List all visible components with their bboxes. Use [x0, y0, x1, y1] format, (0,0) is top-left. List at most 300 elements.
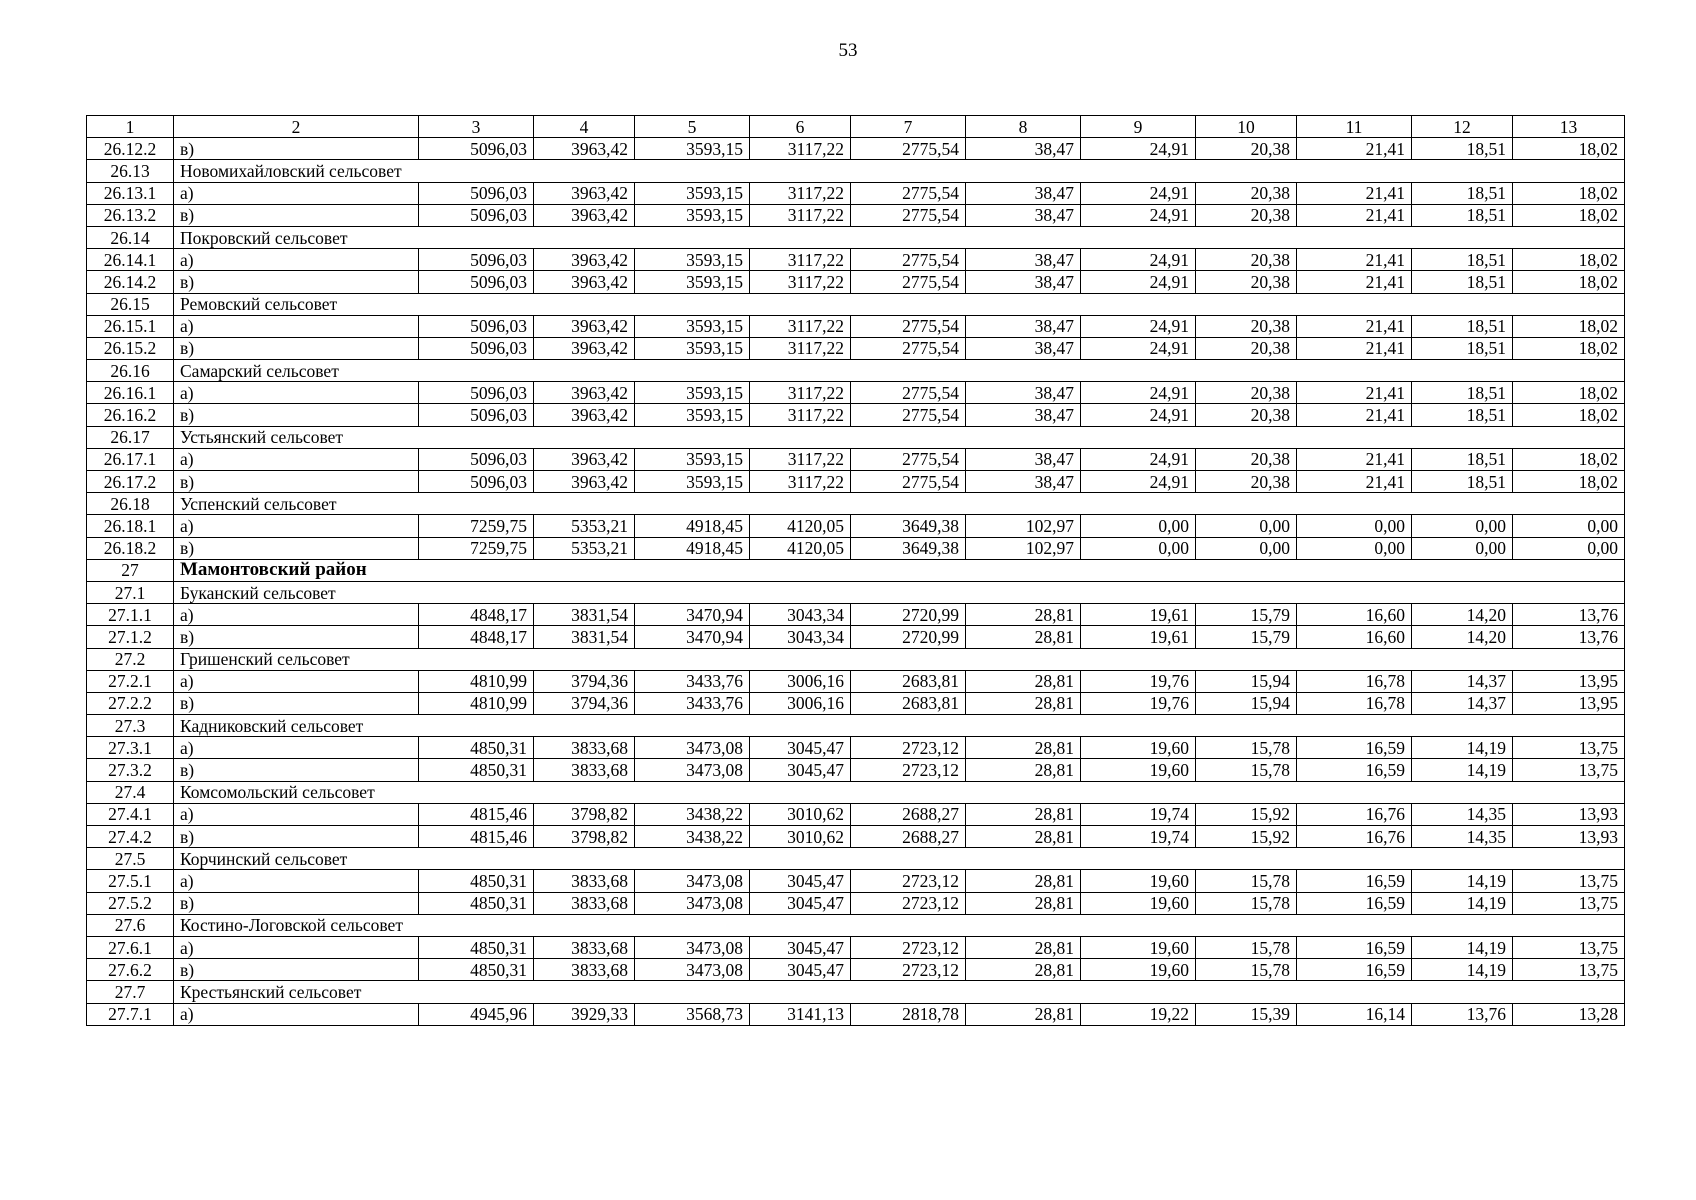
value-cell-col-7: 2775,54 [851, 337, 966, 359]
row-number: 27.7 [87, 981, 174, 1003]
value-cell-col-13: 18,02 [1513, 448, 1625, 470]
value-cell-col-5: 3470,94 [635, 604, 750, 626]
value-cell-col-7: 2683,81 [851, 692, 966, 714]
value-cell-col-9: 19,74 [1081, 803, 1196, 825]
row-category: в) [174, 959, 419, 981]
value-cell-col-8: 28,81 [966, 670, 1081, 692]
value-cell-col-9: 0,00 [1081, 537, 1196, 559]
tariff-table [86, 115, 1625, 1026]
settlement-row [87, 160, 1625, 182]
value-cell-col-9: 19,60 [1081, 892, 1196, 914]
value-cell-col-8: 28,81 [966, 803, 1081, 825]
table-row [87, 892, 1625, 914]
value-cell-col-10: 20,38 [1196, 404, 1297, 426]
value-cell-col-11: 16,60 [1297, 604, 1412, 626]
value-cell-col-6: 3010,62 [750, 826, 851, 848]
table-row [87, 959, 1625, 981]
value-cell-col-8: 28,81 [966, 1003, 1081, 1025]
table-row [87, 737, 1625, 759]
settlement-name: Самарский сельсовет [174, 360, 1625, 382]
value-cell-col-11: 21,41 [1297, 337, 1412, 359]
page-number: 53 [838, 40, 858, 61]
value-cell-col-8: 38,47 [966, 315, 1081, 337]
value-cell-col-11: 16,14 [1297, 1003, 1412, 1025]
value-cell-col-7: 2818,78 [851, 1003, 966, 1025]
settlement-row [87, 848, 1625, 870]
row-category: а) [174, 249, 419, 271]
value-cell-col-12: 18,51 [1412, 182, 1513, 204]
value-cell-col-7: 2775,54 [851, 138, 966, 160]
value-cell-col-9: 19,22 [1081, 1003, 1196, 1025]
value-cell-col-12: 18,51 [1412, 315, 1513, 337]
value-cell-col-12: 18,51 [1412, 471, 1513, 493]
value-cell-col-6: 3117,22 [750, 471, 851, 493]
value-cell-col-6: 3043,34 [750, 626, 851, 648]
row-category: в) [174, 759, 419, 781]
row-number: 26.15.2 [87, 337, 174, 359]
value-cell-col-9: 19,60 [1081, 870, 1196, 892]
row-number: 27.4.1 [87, 803, 174, 825]
value-cell-col-8: 38,47 [966, 448, 1081, 470]
row-number: 27.1.1 [87, 604, 174, 626]
value-cell-col-7: 2775,54 [851, 182, 966, 204]
value-cell-col-3: 4848,17 [419, 604, 534, 626]
settlement-row [87, 360, 1625, 382]
district-row [87, 559, 1625, 581]
value-cell-col-11: 16,78 [1297, 692, 1412, 714]
row-number: 26.17.1 [87, 448, 174, 470]
value-cell-col-12: 14,19 [1412, 870, 1513, 892]
value-cell-col-10: 15,79 [1196, 604, 1297, 626]
value-cell-col-10: 20,38 [1196, 204, 1297, 226]
value-cell-col-7: 3649,38 [851, 537, 966, 559]
value-cell-col-5: 3593,15 [635, 448, 750, 470]
value-cell-col-3: 5096,03 [419, 271, 534, 293]
settlement-name: Комсомольский сельсовет [174, 781, 1625, 803]
column-header-6: 6 [750, 116, 851, 138]
value-cell-col-8: 38,47 [966, 382, 1081, 404]
settlement-row [87, 426, 1625, 448]
value-cell-col-6: 3117,22 [750, 271, 851, 293]
value-cell-col-4: 3833,68 [534, 870, 635, 892]
value-cell-col-5: 3438,22 [635, 803, 750, 825]
row-number: 27.4 [87, 781, 174, 803]
value-cell-col-5: 3473,08 [635, 892, 750, 914]
value-cell-col-9: 24,91 [1081, 471, 1196, 493]
value-cell-col-5: 3473,08 [635, 737, 750, 759]
row-number: 26.16.1 [87, 382, 174, 404]
value-cell-col-8: 38,47 [966, 337, 1081, 359]
value-cell-col-13: 13,95 [1513, 692, 1625, 714]
value-cell-col-4: 3963,42 [534, 337, 635, 359]
value-cell-col-11: 16,59 [1297, 759, 1412, 781]
value-cell-col-12: 14,20 [1412, 626, 1513, 648]
value-cell-col-9: 19,60 [1081, 936, 1196, 958]
value-cell-col-9: 24,91 [1081, 337, 1196, 359]
value-cell-col-6: 3141,13 [750, 1003, 851, 1025]
row-number: 27.5.1 [87, 870, 174, 892]
value-cell-col-4: 3963,42 [534, 448, 635, 470]
value-cell-col-4: 5353,21 [534, 537, 635, 559]
value-cell-col-3: 5096,03 [419, 404, 534, 426]
value-cell-col-3: 4850,31 [419, 870, 534, 892]
value-cell-col-5: 3593,15 [635, 337, 750, 359]
row-number: 27.5.2 [87, 892, 174, 914]
value-cell-col-3: 5096,03 [419, 315, 534, 337]
value-cell-col-12: 14,35 [1412, 803, 1513, 825]
value-cell-col-7: 2683,81 [851, 670, 966, 692]
value-cell-col-7: 2775,54 [851, 471, 966, 493]
row-number: 26.13.2 [87, 204, 174, 226]
settlement-row [87, 648, 1625, 670]
value-cell-col-10: 15,79 [1196, 626, 1297, 648]
value-cell-col-12: 18,51 [1412, 271, 1513, 293]
value-cell-col-5: 4918,45 [635, 537, 750, 559]
value-cell-col-5: 3593,15 [635, 271, 750, 293]
value-cell-col-13: 13,93 [1513, 803, 1625, 825]
value-cell-col-6: 3117,22 [750, 404, 851, 426]
value-cell-col-11: 0,00 [1297, 537, 1412, 559]
column-header-9: 9 [1081, 116, 1196, 138]
value-cell-col-3: 5096,03 [419, 138, 534, 160]
row-category: а) [174, 515, 419, 537]
value-cell-col-4: 3963,42 [534, 138, 635, 160]
value-cell-col-5: 3473,08 [635, 936, 750, 958]
value-cell-col-3: 5096,03 [419, 337, 534, 359]
value-cell-col-13: 13,75 [1513, 959, 1625, 981]
value-cell-col-8: 28,81 [966, 737, 1081, 759]
table-header-row [87, 116, 1625, 138]
value-cell-col-9: 19,60 [1081, 737, 1196, 759]
settlement-row [87, 581, 1625, 603]
value-cell-col-13: 18,02 [1513, 271, 1625, 293]
table-row [87, 315, 1625, 337]
value-cell-col-10: 20,38 [1196, 249, 1297, 271]
settlement-name: Буканский сельсовет [174, 581, 1625, 603]
value-cell-col-5: 3593,15 [635, 138, 750, 160]
column-header-13: 13 [1513, 116, 1625, 138]
value-cell-col-10: 15,92 [1196, 803, 1297, 825]
row-number: 27.7.1 [87, 1003, 174, 1025]
table-row [87, 448, 1625, 470]
value-cell-col-11: 21,41 [1297, 471, 1412, 493]
row-category: в) [174, 826, 419, 848]
row-number: 27.5 [87, 848, 174, 870]
row-category: а) [174, 936, 419, 958]
value-cell-col-12: 0,00 [1412, 515, 1513, 537]
row-number: 26.16.2 [87, 404, 174, 426]
row-category: а) [174, 670, 419, 692]
row-category: в) [174, 892, 419, 914]
value-cell-col-10: 20,38 [1196, 337, 1297, 359]
column-header-3: 3 [419, 116, 534, 138]
value-cell-col-3: 4848,17 [419, 626, 534, 648]
value-cell-col-4: 3929,33 [534, 1003, 635, 1025]
value-cell-col-4: 3833,68 [534, 892, 635, 914]
value-cell-col-3: 4815,46 [419, 826, 534, 848]
value-cell-col-13: 18,02 [1513, 337, 1625, 359]
value-cell-col-10: 20,38 [1196, 182, 1297, 204]
value-cell-col-4: 3833,68 [534, 737, 635, 759]
row-category: в) [174, 138, 419, 160]
value-cell-col-10: 15,94 [1196, 670, 1297, 692]
value-cell-col-12: 18,51 [1412, 448, 1513, 470]
value-cell-col-4: 3794,36 [534, 670, 635, 692]
value-cell-col-8: 38,47 [966, 271, 1081, 293]
value-cell-col-10: 15,78 [1196, 959, 1297, 981]
value-cell-col-5: 4918,45 [635, 515, 750, 537]
value-cell-col-12: 18,51 [1412, 138, 1513, 160]
value-cell-col-10: 15,78 [1196, 936, 1297, 958]
table-row [87, 826, 1625, 848]
value-cell-col-9: 24,91 [1081, 448, 1196, 470]
value-cell-col-12: 18,51 [1412, 337, 1513, 359]
value-cell-col-8: 102,97 [966, 515, 1081, 537]
value-cell-col-8: 28,81 [966, 626, 1081, 648]
value-cell-col-13: 18,02 [1513, 315, 1625, 337]
value-cell-col-9: 24,91 [1081, 382, 1196, 404]
value-cell-col-9: 19,60 [1081, 959, 1196, 981]
value-cell-col-5: 3593,15 [635, 471, 750, 493]
value-cell-col-10: 15,78 [1196, 892, 1297, 914]
value-cell-col-8: 38,47 [966, 182, 1081, 204]
row-category: а) [174, 382, 419, 404]
value-cell-col-9: 24,91 [1081, 249, 1196, 271]
value-cell-col-13: 0,00 [1513, 515, 1625, 537]
value-cell-col-3: 4810,99 [419, 670, 534, 692]
value-cell-col-5: 3593,15 [635, 182, 750, 204]
value-cell-col-5: 3473,08 [635, 959, 750, 981]
value-cell-col-8: 38,47 [966, 138, 1081, 160]
value-cell-col-12: 14,19 [1412, 936, 1513, 958]
table-row [87, 604, 1625, 626]
value-cell-col-3: 4815,46 [419, 803, 534, 825]
value-cell-col-10: 15,78 [1196, 759, 1297, 781]
value-cell-col-12: 14,35 [1412, 826, 1513, 848]
value-cell-col-9: 19,76 [1081, 670, 1196, 692]
settlement-name: Успенский сельсовет [174, 493, 1625, 515]
value-cell-col-4: 3963,42 [534, 271, 635, 293]
value-cell-col-7: 2775,54 [851, 448, 966, 470]
row-number: 26.16 [87, 360, 174, 382]
value-cell-col-11: 16,59 [1297, 959, 1412, 981]
value-cell-col-4: 3833,68 [534, 959, 635, 981]
row-number: 26.14 [87, 226, 174, 248]
tariff-table-container [86, 115, 1625, 1026]
value-cell-col-9: 24,91 [1081, 404, 1196, 426]
value-cell-col-6: 3045,47 [750, 737, 851, 759]
value-cell-col-11: 16,76 [1297, 803, 1412, 825]
value-cell-col-11: 21,41 [1297, 249, 1412, 271]
value-cell-col-12: 14,19 [1412, 959, 1513, 981]
value-cell-col-6: 3045,47 [750, 870, 851, 892]
row-number: 27.2.2 [87, 692, 174, 714]
value-cell-col-11: 16,59 [1297, 870, 1412, 892]
table-row [87, 471, 1625, 493]
row-number: 26.18.1 [87, 515, 174, 537]
value-cell-col-9: 24,91 [1081, 204, 1196, 226]
value-cell-col-8: 38,47 [966, 404, 1081, 426]
table-row [87, 138, 1625, 160]
value-cell-col-8: 28,81 [966, 759, 1081, 781]
value-cell-col-8: 28,81 [966, 692, 1081, 714]
value-cell-col-8: 38,47 [966, 204, 1081, 226]
value-cell-col-4: 3833,68 [534, 759, 635, 781]
settlement-name: Корчинский сельсовет [174, 848, 1625, 870]
table-row [87, 182, 1625, 204]
row-category: а) [174, 803, 419, 825]
value-cell-col-6: 3117,22 [750, 138, 851, 160]
row-number: 27.3 [87, 715, 174, 737]
column-header-5: 5 [635, 116, 750, 138]
value-cell-col-5: 3433,76 [635, 670, 750, 692]
column-header-8: 8 [966, 116, 1081, 138]
value-cell-col-7: 2723,12 [851, 936, 966, 958]
value-cell-col-13: 13,28 [1513, 1003, 1625, 1025]
value-cell-col-12: 14,19 [1412, 892, 1513, 914]
value-cell-col-12: 18,51 [1412, 249, 1513, 271]
value-cell-col-5: 3568,73 [635, 1003, 750, 1025]
value-cell-col-6: 3117,22 [750, 315, 851, 337]
value-cell-col-10: 15,92 [1196, 826, 1297, 848]
value-cell-col-6: 4120,05 [750, 537, 851, 559]
value-cell-col-3: 4850,31 [419, 959, 534, 981]
value-cell-col-7: 2720,99 [851, 604, 966, 626]
value-cell-col-6: 3043,34 [750, 604, 851, 626]
value-cell-col-9: 24,91 [1081, 182, 1196, 204]
value-cell-col-8: 28,81 [966, 604, 1081, 626]
value-cell-col-6: 3010,62 [750, 803, 851, 825]
value-cell-col-8: 38,47 [966, 471, 1081, 493]
value-cell-col-4: 3963,42 [534, 249, 635, 271]
value-cell-col-9: 24,91 [1081, 315, 1196, 337]
value-cell-col-13: 0,00 [1513, 537, 1625, 559]
value-cell-col-13: 18,02 [1513, 382, 1625, 404]
table-row [87, 249, 1625, 271]
settlement-row [87, 981, 1625, 1003]
value-cell-col-6: 3117,22 [750, 382, 851, 404]
value-cell-col-8: 28,81 [966, 936, 1081, 958]
settlement-name: Кадниковский сельсовет [174, 715, 1625, 737]
value-cell-col-4: 3963,42 [534, 471, 635, 493]
value-cell-col-3: 5096,03 [419, 471, 534, 493]
value-cell-col-5: 3433,76 [635, 692, 750, 714]
value-cell-col-11: 21,41 [1297, 138, 1412, 160]
value-cell-col-13: 18,02 [1513, 204, 1625, 226]
row-number: 26.14.1 [87, 249, 174, 271]
value-cell-col-3: 4850,31 [419, 892, 534, 914]
row-number: 27.6.2 [87, 959, 174, 981]
value-cell-col-8: 28,81 [966, 870, 1081, 892]
value-cell-col-11: 16,76 [1297, 826, 1412, 848]
table-body [87, 116, 1625, 1026]
table-row [87, 670, 1625, 692]
value-cell-col-6: 3045,47 [750, 892, 851, 914]
row-category: в) [174, 204, 419, 226]
row-number: 26.17.2 [87, 471, 174, 493]
settlement-row [87, 781, 1625, 803]
value-cell-col-11: 21,41 [1297, 271, 1412, 293]
value-cell-col-5: 3470,94 [635, 626, 750, 648]
value-cell-col-7: 2775,54 [851, 271, 966, 293]
value-cell-col-7: 2723,12 [851, 892, 966, 914]
value-cell-col-7: 2720,99 [851, 626, 966, 648]
row-number: 26.15 [87, 293, 174, 315]
column-header-11: 11 [1297, 116, 1412, 138]
table-row [87, 204, 1625, 226]
value-cell-col-11: 21,41 [1297, 404, 1412, 426]
value-cell-col-7: 2775,54 [851, 249, 966, 271]
value-cell-col-5: 3593,15 [635, 404, 750, 426]
row-category: а) [174, 870, 419, 892]
value-cell-col-3: 4810,99 [419, 692, 534, 714]
value-cell-col-11: 16,78 [1297, 670, 1412, 692]
table-row [87, 337, 1625, 359]
value-cell-col-6: 3117,22 [750, 182, 851, 204]
table-row [87, 271, 1625, 293]
value-cell-col-4: 3963,42 [534, 404, 635, 426]
value-cell-col-13: 13,76 [1513, 626, 1625, 648]
row-number: 26.17 [87, 426, 174, 448]
value-cell-col-3: 7259,75 [419, 537, 534, 559]
value-cell-col-12: 14,19 [1412, 737, 1513, 759]
value-cell-col-8: 38,47 [966, 249, 1081, 271]
value-cell-col-9: 19,61 [1081, 604, 1196, 626]
column-header-4: 4 [534, 116, 635, 138]
column-header-12: 12 [1412, 116, 1513, 138]
value-cell-col-12: 14,19 [1412, 759, 1513, 781]
table-row [87, 692, 1625, 714]
value-cell-col-9: 19,74 [1081, 826, 1196, 848]
row-number: 26.15.1 [87, 315, 174, 337]
value-cell-col-12: 14,37 [1412, 670, 1513, 692]
value-cell-col-4: 5353,21 [534, 515, 635, 537]
table-row [87, 936, 1625, 958]
value-cell-col-3: 4850,31 [419, 936, 534, 958]
value-cell-col-7: 2723,12 [851, 737, 966, 759]
value-cell-col-7: 2688,27 [851, 803, 966, 825]
value-cell-col-5: 3473,08 [635, 759, 750, 781]
value-cell-col-10: 0,00 [1196, 537, 1297, 559]
row-category: а) [174, 1003, 419, 1025]
value-cell-col-13: 18,02 [1513, 182, 1625, 204]
value-cell-col-12: 18,51 [1412, 382, 1513, 404]
value-cell-col-3: 7259,75 [419, 515, 534, 537]
row-number: 26.18 [87, 493, 174, 515]
row-category: а) [174, 182, 419, 204]
value-cell-col-8: 28,81 [966, 892, 1081, 914]
table-row [87, 537, 1625, 559]
settlement-name: Новомихайловский сельсовет [174, 160, 1625, 182]
settlement-row [87, 914, 1625, 936]
value-cell-col-6: 4120,05 [750, 515, 851, 537]
value-cell-col-3: 4945,96 [419, 1003, 534, 1025]
value-cell-col-3: 5096,03 [419, 448, 534, 470]
table-row [87, 803, 1625, 825]
value-cell-col-7: 2688,27 [851, 826, 966, 848]
value-cell-col-8: 102,97 [966, 537, 1081, 559]
row-category: а) [174, 315, 419, 337]
value-cell-col-13: 13,93 [1513, 826, 1625, 848]
value-cell-col-3: 5096,03 [419, 182, 534, 204]
row-category: а) [174, 737, 419, 759]
value-cell-col-10: 20,38 [1196, 271, 1297, 293]
value-cell-col-13: 13,75 [1513, 737, 1625, 759]
value-cell-col-4: 3798,82 [534, 826, 635, 848]
value-cell-col-10: 0,00 [1196, 515, 1297, 537]
settlement-name: Гришенский сельсовет [174, 648, 1625, 670]
value-cell-col-4: 3963,42 [534, 382, 635, 404]
